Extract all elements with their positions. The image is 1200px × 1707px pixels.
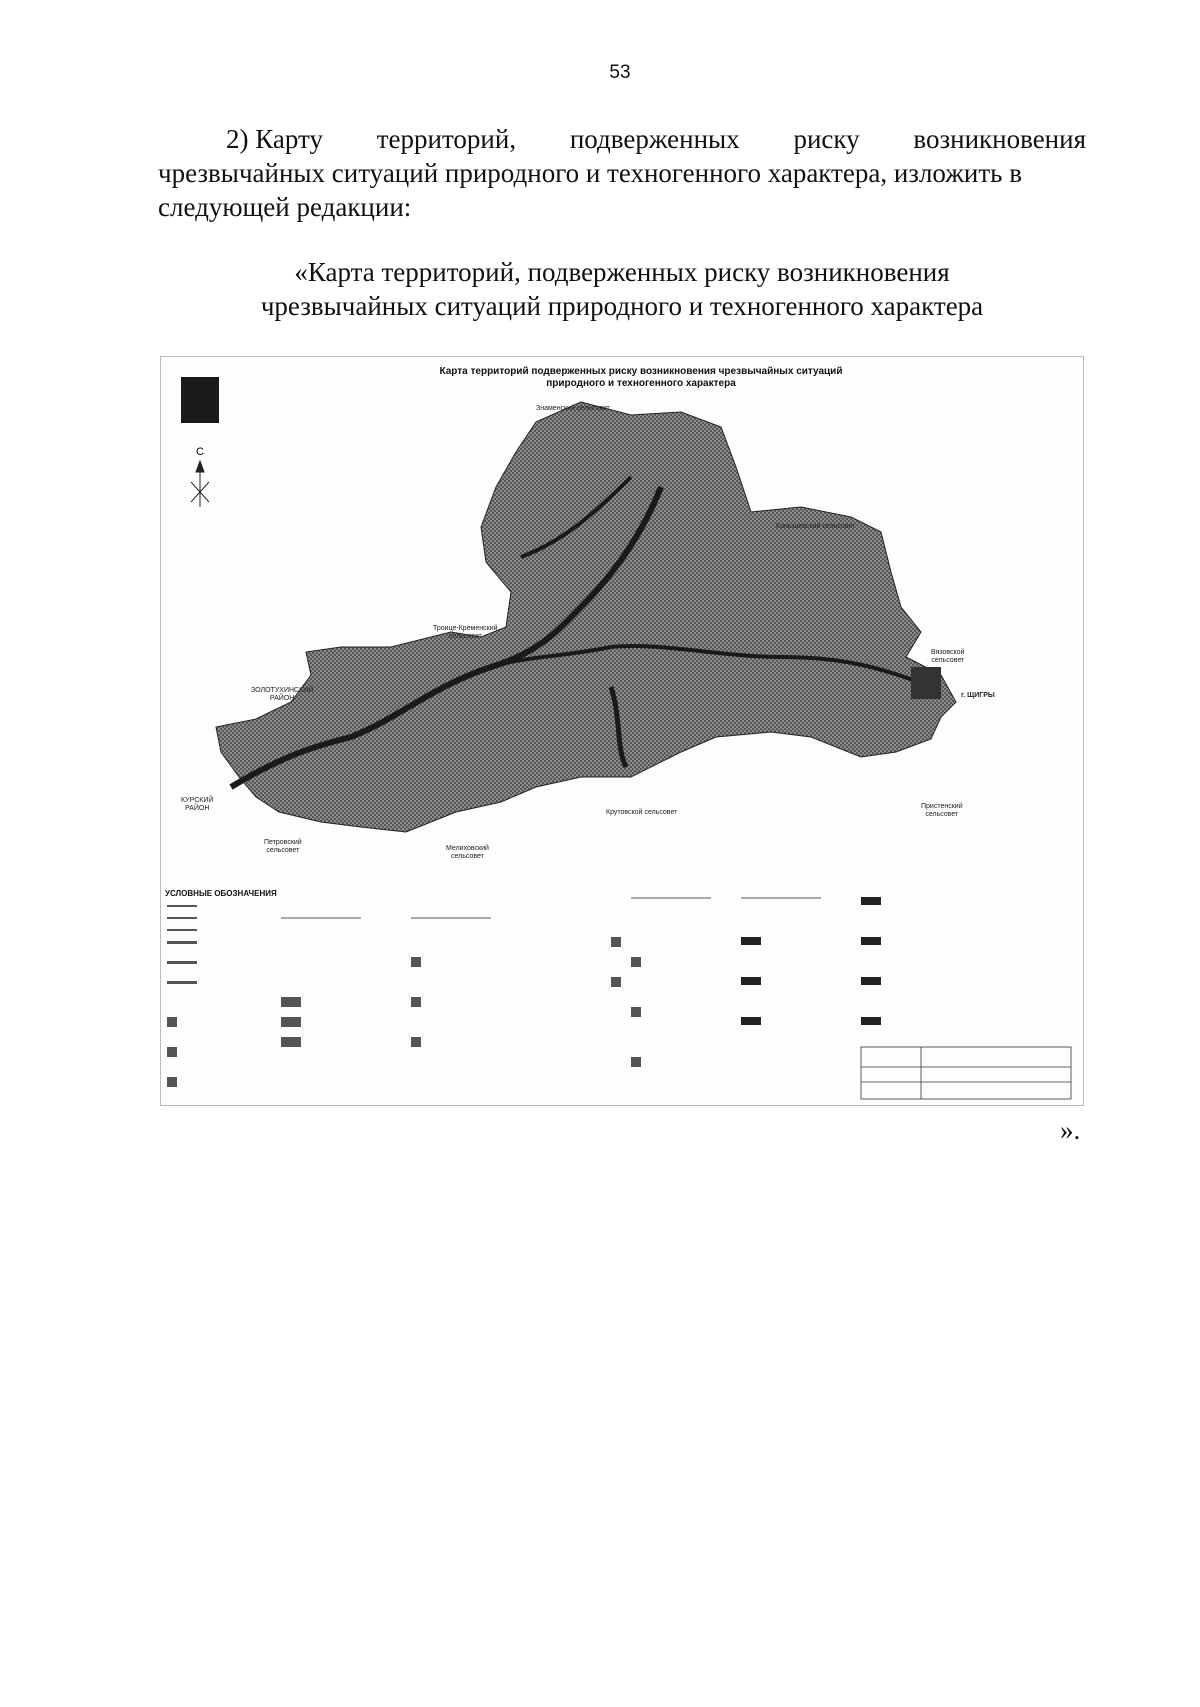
heading-line-1: «Карта территорий, подверженных риску возникновения bbox=[294, 257, 950, 287]
paragraph-line-1 bbox=[158, 122, 1086, 156]
paragraph-word: подверженных bbox=[569, 124, 740, 154]
label-zolotukhinsky-line-1: ЗОЛОТУХИНСКИЙ bbox=[251, 687, 314, 694]
label-kursky bbox=[181, 797, 213, 813]
paragraph-line-3: следующей редакции: bbox=[158, 192, 412, 222]
closing-quote: ». bbox=[1060, 1115, 1081, 1145]
body-paragraph bbox=[158, 122, 1086, 224]
label-zolotukhinsky bbox=[251, 687, 313, 703]
label-vyshnee bbox=[931, 649, 965, 665]
label-kursky-line-2: РАЙОН bbox=[184, 805, 210, 812]
label-shchigry: г. ЩИГРЫ bbox=[961, 692, 995, 699]
compass-letter: С bbox=[196, 446, 204, 458]
label-vyshnee-line-2: сельсовет bbox=[931, 657, 965, 664]
map-heading bbox=[158, 255, 1086, 323]
label-vyshnee-line-1: Вязовской bbox=[931, 649, 965, 656]
label-znamenka: Знаменский сельсовет bbox=[536, 405, 610, 412]
map-title-line-2: природного и техногенного характера bbox=[546, 378, 736, 389]
label-konyshevsky: Конышевский сельсовет bbox=[776, 523, 856, 530]
page-number: 53 bbox=[609, 62, 631, 83]
map-title bbox=[341, 366, 941, 390]
label-troitse-line-2: сельсовет bbox=[448, 633, 482, 640]
label-petrovsky-line-1: Петровский bbox=[264, 839, 302, 846]
paragraph-word: риску bbox=[793, 124, 860, 154]
heading-line-2: чрезвычайных ситуаций природного и техногенного характера bbox=[260, 291, 984, 321]
label-melikhovsky-line-1: Мелиховский bbox=[446, 845, 489, 852]
label-kursky-line-1: КУРСКИЙ bbox=[181, 797, 214, 804]
paragraph-line-2: чрезвычайных ситуаций природного и техногенного характера, изложить в bbox=[158, 158, 1022, 188]
label-troitse-line-1: Троице-Кременский bbox=[433, 625, 498, 632]
label-zolotukhinsky-line-2: РАЙОН bbox=[269, 695, 295, 702]
paragraph-word: 2) Карту bbox=[226, 124, 323, 154]
label-melikhovsky-line-2: сельсовет bbox=[451, 853, 484, 860]
paragraph-word: возникновения bbox=[913, 124, 1086, 154]
embedded-map-image bbox=[160, 356, 1084, 1106]
label-melikhovsky bbox=[446, 845, 489, 861]
legend-title: УСЛОВНЫЕ ОБОЗНАЧЕНИЯ bbox=[165, 889, 277, 898]
map-title-line-1: Карта территорий подверженных риску возникновения чрезвычайных ситуаций bbox=[439, 366, 843, 377]
label-petrovsky bbox=[264, 839, 302, 855]
paragraph-word: территорий, bbox=[376, 124, 517, 154]
label-petrovsky-line-2: сельсовет bbox=[266, 847, 300, 854]
label-pristensky-line-2: сельсовет bbox=[925, 811, 959, 818]
label-troitse bbox=[433, 625, 498, 641]
label-pristensky-line-1: Пристенский bbox=[921, 803, 963, 810]
map-graphic bbox=[161, 357, 1083, 1105]
label-pristensky bbox=[921, 803, 963, 819]
label-krutovsky: Крутовской сельсовет bbox=[606, 809, 678, 816]
